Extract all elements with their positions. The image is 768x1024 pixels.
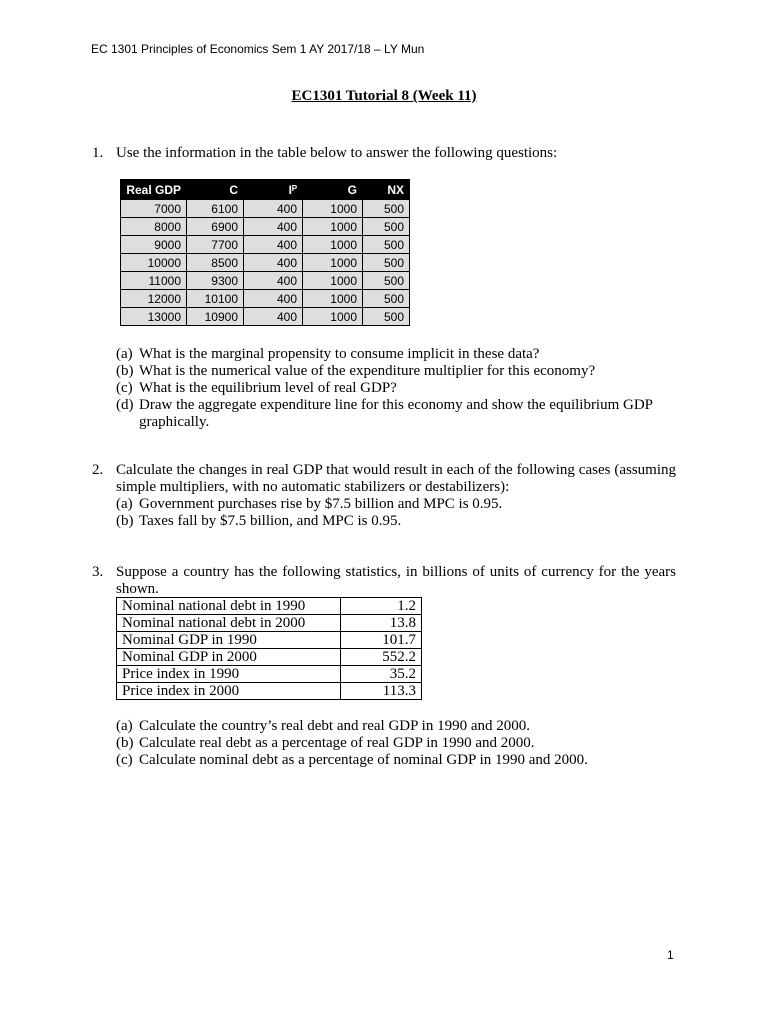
subpart-label: (b) (116, 363, 134, 379)
statistics-table (116, 597, 422, 700)
table-row (121, 272, 410, 290)
question-text: Suppose a country has the following statistics, in billions of units of currency for the years shown. (116, 564, 676, 597)
table-cell: 1000 (303, 236, 363, 254)
table-cell: 400 (244, 254, 303, 272)
table-cell: 500 (363, 254, 410, 272)
table-cell: 400 (244, 308, 303, 326)
column-header: G (303, 180, 363, 200)
question-text: Calculate the changes in real GDP that would result in each of the following cases (assuming simple multipliers, with no automatic stabilizers or destabilizers): (116, 462, 676, 495)
table-cell: Price index in 1990 (117, 666, 341, 683)
table-cell: 7700 (187, 236, 244, 254)
page-title: EC1301 Tutorial 8 (Week 11) (291, 88, 477, 104)
subpart (116, 735, 676, 752)
subpart (116, 718, 676, 735)
subpart-label: (a) (116, 718, 133, 734)
question-text: Use the information in the table below to answer the following questions: (116, 145, 558, 161)
table-cell: 1000 (303, 308, 363, 326)
subpart-label: (b) (116, 735, 134, 751)
table-row (117, 632, 422, 649)
table-row (121, 290, 410, 308)
subpart-text: Calculate real debt as a percentage of real GDP in 1990 and 2000. (139, 735, 535, 751)
table-cell: 12000 (121, 290, 187, 308)
subpart (116, 752, 676, 769)
table-cell: 500 (363, 290, 410, 308)
table-cell: 11000 (121, 272, 187, 290)
question-2-subparts (116, 496, 676, 530)
column-header: NX (363, 180, 410, 200)
table-cell: 1.2 (341, 598, 422, 615)
table-cell: 1000 (303, 254, 363, 272)
table-row (117, 666, 422, 683)
table-cell: Price index in 2000 (117, 683, 341, 700)
table-cell: 400 (244, 272, 303, 290)
table-cell: 10900 (187, 308, 244, 326)
table-cell: Nominal national debt in 2000 (117, 615, 341, 632)
question-3 (92, 564, 676, 598)
subpart-text: Taxes fall by $7.5 billion, and MPC is 0.95. (139, 513, 402, 529)
table-cell: 1000 (303, 290, 363, 308)
table-cell: 400 (244, 218, 303, 236)
subpart (116, 397, 676, 431)
table-cell: 101.7 (341, 632, 422, 649)
table-cell: 6900 (187, 218, 244, 236)
table-cell: 10000 (121, 254, 187, 272)
question-2 (92, 462, 676, 496)
expenditure-table (120, 179, 410, 326)
table-row (117, 649, 422, 666)
column-header: C (187, 180, 244, 200)
table-cell: 500 (363, 236, 410, 254)
subpart (116, 363, 676, 380)
table-cell: 400 (244, 290, 303, 308)
table-cell: 500 (363, 308, 410, 326)
table-cell: 10100 (187, 290, 244, 308)
table-cell: 1000 (303, 200, 363, 218)
table-cell: Nominal GDP in 1990 (117, 632, 341, 649)
subpart-label: (c) (116, 752, 133, 768)
table-cell: 400 (244, 200, 303, 218)
table-cell: 13.8 (341, 615, 422, 632)
table-cell: 6100 (187, 200, 244, 218)
subpart-label: (c) (116, 380, 133, 396)
question-1-subparts (116, 346, 676, 431)
table-row (121, 236, 410, 254)
table-row (121, 254, 410, 272)
question-3-subparts (116, 718, 676, 769)
table-cell: 9000 (121, 236, 187, 254)
subpart-text: What is the equilibrium level of real GDP? (139, 380, 397, 396)
subpart-text: Government purchases rise by $7.5 billion and MPC is 0.95. (139, 496, 503, 512)
table-cell: 35.2 (341, 666, 422, 683)
table-cell: 400 (244, 236, 303, 254)
subpart-label: (a) (116, 346, 133, 362)
question-number: 2. (92, 462, 104, 478)
table-cell: 8500 (187, 254, 244, 272)
subpart-text: What is the marginal propensity to consume implicit in these data? (139, 346, 540, 362)
table-row (117, 683, 422, 700)
subpart-label: (d) (116, 397, 134, 413)
question-1 (92, 145, 676, 162)
table-row (121, 200, 410, 218)
question-number: 3. (92, 564, 104, 580)
subpart (116, 380, 676, 397)
table-row (117, 615, 422, 632)
table-cell: 7000 (121, 200, 187, 218)
table-cell: 8000 (121, 218, 187, 236)
subpart-text: Draw the aggregate expenditure line for this economy and show the equilibrium GDP graphically. (139, 397, 653, 430)
question-number: 1. (92, 145, 104, 161)
subpart-label: (b) (116, 513, 134, 529)
page-number: 1 (667, 948, 674, 962)
table-cell: 1000 (303, 218, 363, 236)
table-cell: Nominal GDP in 2000 (117, 649, 341, 666)
subpart-text: Calculate the country’s real debt and real GDP in 1990 and 2000. (139, 718, 531, 734)
subpart-label: (a) (116, 496, 133, 512)
table-row (121, 308, 410, 326)
column-header: Real GDP (121, 180, 187, 200)
subpart (116, 513, 676, 530)
subpart-text: What is the numerical value of the expenditure multiplier for this economy? (139, 363, 596, 379)
table-cell: 500 (363, 218, 410, 236)
page-header: EC 1301 Principles of Economics Sem 1 AY 2017/18 – LY Mun (91, 42, 425, 56)
table-cell: 113.3 (341, 683, 422, 700)
subpart (116, 496, 676, 513)
table-cell: 9300 (187, 272, 244, 290)
table-cell: Nominal national debt in 1990 (117, 598, 341, 615)
table-row (117, 598, 422, 615)
table-header-row (121, 180, 410, 200)
table-cell: 13000 (121, 308, 187, 326)
subpart-text: Calculate nominal debt as a percentage of nominal GDP in 1990 and 2000. (139, 752, 588, 768)
table-cell: 500 (363, 200, 410, 218)
table-row (121, 218, 410, 236)
subpart (116, 346, 676, 363)
column-header: Iᴾ (244, 180, 303, 200)
table-cell: 1000 (303, 272, 363, 290)
table-cell: 500 (363, 272, 410, 290)
table-cell: 552.2 (341, 649, 422, 666)
